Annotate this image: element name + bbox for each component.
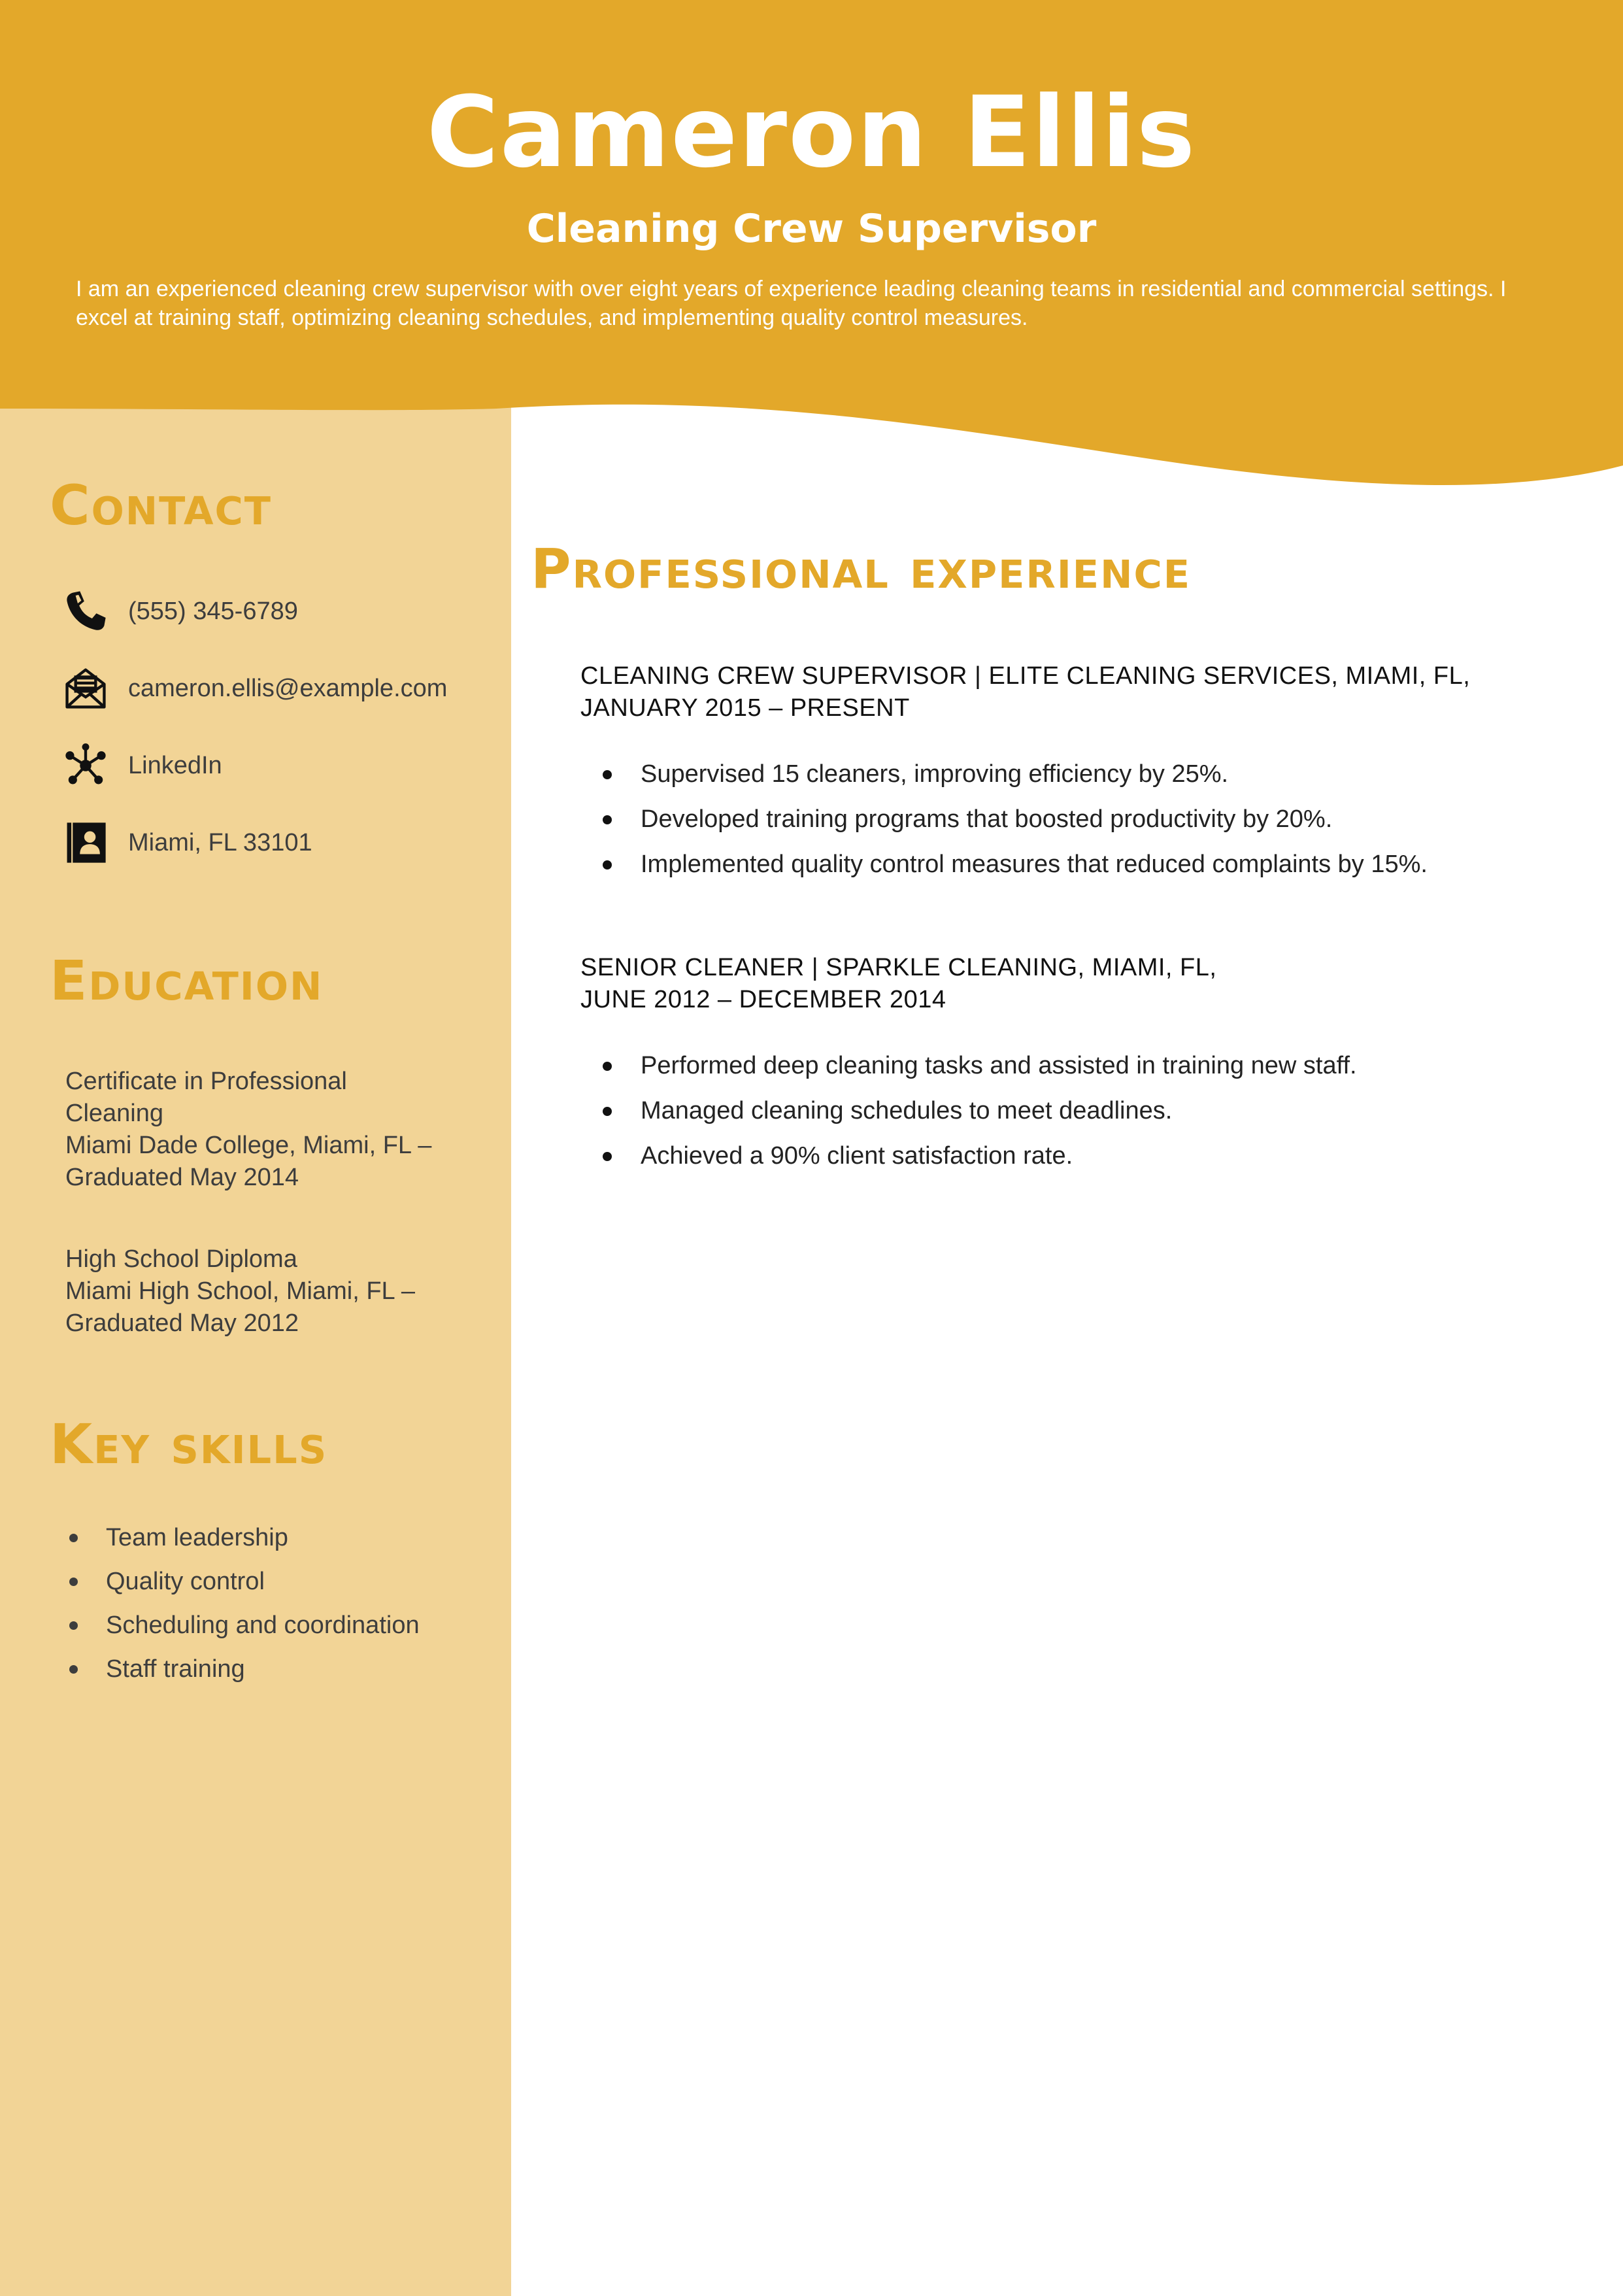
candidate-name: Cameron Ellis	[426, 76, 1197, 190]
profile-summary: I am an experienced cleaning crew supervisor with over eight years of experience leading cleaning teams in residential and commercial settings. I excel at training staff, optimizing cleaning schedules, and implementing quality control measures.	[76, 277, 1507, 330]
education-line: Graduated May 2014	[65, 1164, 299, 1191]
education-entry	[65, 1066, 497, 1194]
experience-section-title: Professional experience	[531, 537, 1192, 601]
job-heading-line: SENIOR CLEANER | SPARKLE CLEANING, MIAMI, FL,	[580, 954, 1217, 981]
contact-list	[63, 582, 494, 890]
list-item: Staff training	[65, 1655, 497, 1683]
job-heading-line: CLEANING CREW SUPERVISOR | ELITE CLEANING SERVICES, MIAMI, FL,	[580, 662, 1471, 690]
job-entry	[580, 660, 1528, 895]
contact-email	[63, 659, 494, 718]
contact-address	[63, 813, 494, 872]
list-item: Scheduling and coordination	[65, 1611, 497, 1640]
list-item: Implemented quality control measures that reduced complaints by 15%.	[580, 850, 1528, 879]
list-item: Managed cleaning schedules to meet deadlines.	[580, 1096, 1528, 1125]
education-line: High School Diploma	[65, 1245, 297, 1273]
contact-phone-text[interactable]: (555) 345-6789	[128, 597, 298, 625]
list-item: Performed deep cleaning tasks and assisted in training new staff.	[580, 1051, 1528, 1080]
list-item: Supervised 15 cleaners, improving efficiency by 25%.	[580, 760, 1528, 788]
list-item: Developed training programs that boosted productivity by 20%.	[580, 805, 1528, 834]
contact-address-text: Miami, FL 33101	[128, 828, 312, 856]
candidate-job-title: Cleaning Crew Supervisor	[526, 206, 1097, 252]
job-heading-dates: JUNE 2012 – DECEMBER 2014	[580, 986, 946, 1013]
contact-email-text[interactable]: cameron.ellis@example.com	[128, 674, 448, 702]
job-heading	[580, 952, 1528, 1016]
education-section-title: Education	[50, 949, 324, 1013]
education-line: Graduated May 2012	[65, 1309, 299, 1337]
phone-icon	[63, 588, 109, 634]
address-book-icon	[63, 820, 109, 866]
network-icon	[63, 743, 109, 788]
job-bullets	[580, 760, 1528, 879]
skills-list	[65, 1523, 497, 1698]
list-item: Achieved a 90% client satisfaction rate.	[580, 1141, 1528, 1170]
job-bullets	[580, 1051, 1528, 1170]
education-line: Miami Dade College, Miami, FL –	[65, 1132, 432, 1159]
education-entry	[65, 1243, 497, 1340]
contact-section-title: Contact	[50, 473, 273, 537]
education-line: Certificate in Professional	[65, 1068, 347, 1095]
job-entry	[580, 952, 1528, 1187]
header	[0, 0, 1623, 366]
job-heading-dates: JANUARY 2015 – PRESENT	[580, 694, 910, 722]
envelope-icon	[63, 666, 109, 711]
education-line: Cleaning	[65, 1100, 163, 1127]
education-line: Miami High School, Miami, FL –	[65, 1277, 415, 1305]
contact-phone	[63, 582, 494, 641]
list-item: Quality control	[65, 1567, 497, 1596]
contact-linkedin	[63, 736, 494, 795]
job-heading	[580, 660, 1528, 724]
list-item: Team leadership	[65, 1523, 497, 1552]
contact-linkedin-text[interactable]: LinkedIn	[128, 751, 222, 779]
skills-section-title: Key skills	[50, 1412, 328, 1476]
